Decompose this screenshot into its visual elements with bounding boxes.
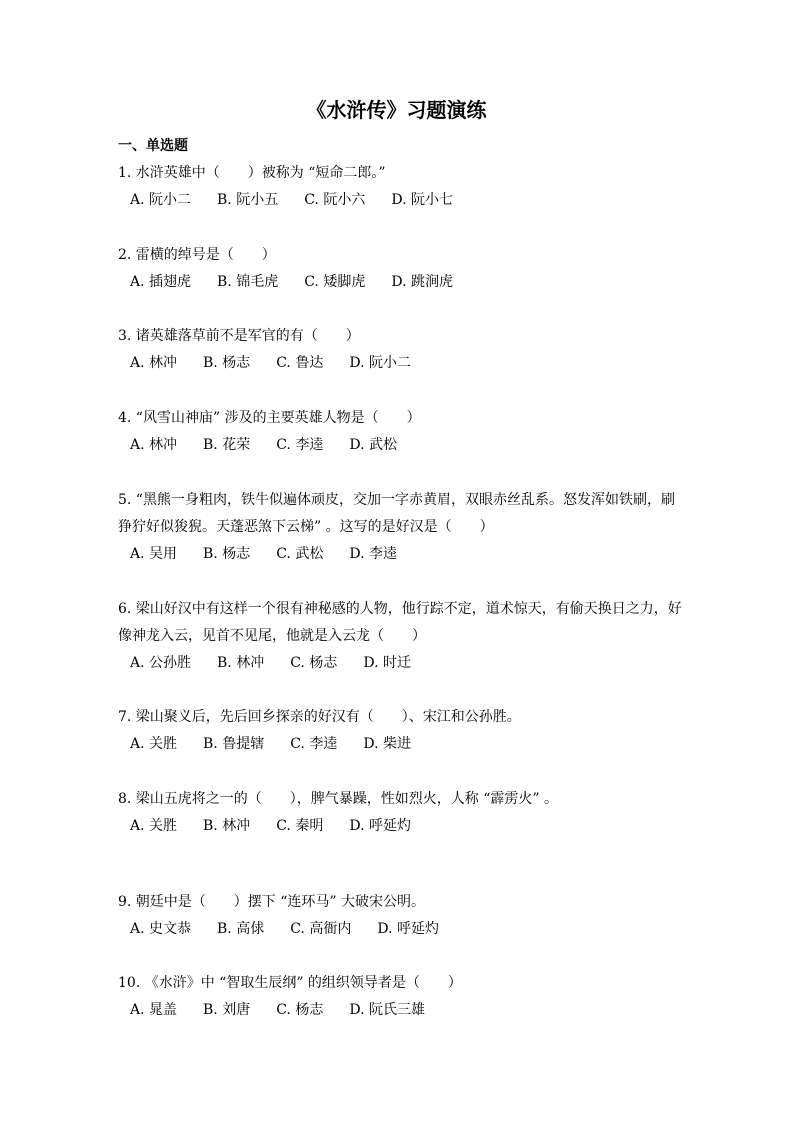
- question-5: [118, 487, 678, 568]
- question-stem: 1. 水浒英雄中（ ）被称为 “短命二郎。”: [118, 165, 386, 181]
- answer-option-a[interactable]: A. 插翅虎: [130, 274, 192, 290]
- answer-option-d[interactable]: D. 阮氏三雄: [349, 1002, 425, 1018]
- question-stem: 10. 《水浒》中 “智取生辰纲” 的组织领导者是（ ）: [118, 975, 462, 991]
- answer-options: [118, 997, 678, 1024]
- answer-option-b[interactable]: B. 阮小五: [217, 192, 279, 208]
- answer-option-c[interactable]: C. 矮脚虎: [304, 274, 366, 290]
- answer-option-a[interactable]: A. 关胜: [130, 736, 178, 752]
- answer-options: [118, 432, 678, 459]
- section-heading: 一、单选题: [118, 138, 188, 154]
- question-9: [118, 889, 678, 943]
- answer-option-b[interactable]: B. 杨志: [203, 546, 251, 562]
- answer-option-b[interactable]: B. 高俅: [217, 921, 265, 937]
- question-stem: 8. 梁山五虎将之一的（ ），脾气暴躁，性如烈火，人称 “霹雳火” 。: [118, 791, 559, 807]
- answer-option-d[interactable]: D. 呼延灼: [377, 921, 439, 937]
- answer-option-d[interactable]: D. 跳涧虎: [391, 274, 453, 290]
- answer-options: [118, 650, 678, 677]
- question-4: [118, 405, 678, 459]
- answer-options: [118, 916, 678, 943]
- answer-option-b[interactable]: B. 刘唐: [203, 1002, 251, 1018]
- answer-option-c[interactable]: C. 阮小六: [304, 192, 366, 208]
- question-stem: 7. 梁山聚义后，先后回乡探亲的好汉有（ ）、宋江和公孙胜。: [118, 709, 521, 725]
- question-stem: 4. “风雪山神庙” 涉及的主要英雄人物是（ ）: [118, 410, 421, 426]
- answer-option-b[interactable]: B. 鲁提辖: [203, 736, 265, 752]
- question-6: [118, 596, 682, 677]
- answer-option-d[interactable]: D. 时迁: [363, 655, 411, 671]
- answer-option-a[interactable]: A. 吴用: [130, 546, 178, 562]
- answer-option-d[interactable]: D. 呼延灼: [349, 818, 411, 834]
- answer-option-d[interactable]: D. 阮小二: [349, 355, 411, 371]
- answer-options: [118, 813, 678, 840]
- question-10: [118, 970, 678, 1024]
- question-stem: 狰狞好似狻猊。天蓬恶煞下云梯” 。这写的是好汉是（ ）: [118, 519, 494, 535]
- answer-option-b[interactable]: B. 林冲: [217, 655, 265, 671]
- answer-option-b[interactable]: B. 锦毛虎: [217, 274, 279, 290]
- question-stem: 5. “黑熊一身粗肉，铁牛似遍体顽皮，交加一字赤黄眉，双眼赤丝乱系。怒发浑如铁刷，刷: [118, 492, 675, 508]
- answer-options: [118, 269, 678, 296]
- answer-option-b[interactable]: B. 杨志: [203, 355, 251, 371]
- answer-option-c[interactable]: C. 鲁达: [276, 355, 324, 371]
- answer-options: [118, 187, 678, 214]
- answer-option-d[interactable]: D. 武松: [349, 437, 397, 453]
- answer-option-a[interactable]: A. 阮小二: [130, 192, 192, 208]
- question-1: [118, 160, 678, 214]
- question-stem: 6. 梁山好汉中有这样一个很有神秘感的人物，他行踪不定，道术惊天，有偷天换日之力，好: [118, 601, 682, 617]
- answer-option-c[interactable]: C. 秦明: [276, 818, 324, 834]
- answer-option-c[interactable]: C. 武松: [276, 546, 324, 562]
- question-7: [118, 704, 678, 758]
- question-3: [118, 323, 678, 377]
- answer-option-c[interactable]: C. 杨志: [290, 655, 338, 671]
- answer-option-d[interactable]: D. 李逵: [349, 546, 397, 562]
- answer-option-a[interactable]: A. 晁盖: [130, 1002, 178, 1018]
- question-stem: 3. 诸英雄落草前不是军官的有（ ）: [118, 328, 360, 344]
- question-2: [118, 242, 678, 296]
- answer-option-d[interactable]: D. 阮小七: [391, 192, 453, 208]
- answer-option-c[interactable]: C. 杨志: [276, 1002, 324, 1018]
- question-8: [118, 786, 678, 840]
- answer-option-a[interactable]: A. 林冲: [130, 355, 178, 371]
- answer-options: [118, 541, 678, 568]
- answer-option-a[interactable]: A. 史文恭: [130, 921, 192, 937]
- page-title: 《水浒传》习题演练: [306, 98, 487, 122]
- question-stem: 9. 朝廷中是（ ）摆下 “连环马” 大破宋公明。: [118, 894, 426, 910]
- answer-option-c[interactable]: C. 李逵: [290, 736, 338, 752]
- answer-option-a[interactable]: A. 关胜: [130, 818, 178, 834]
- answer-option-a[interactable]: A. 林冲: [130, 437, 178, 453]
- answer-option-c[interactable]: C. 高衙内: [290, 921, 352, 937]
- answer-option-b[interactable]: B. 花荣: [203, 437, 251, 453]
- answer-option-a[interactable]: A. 公孙胜: [130, 655, 192, 671]
- question-stem: 2. 雷横的绰号是（ ）: [118, 247, 276, 263]
- answer-options: [118, 350, 678, 377]
- answer-option-c[interactable]: C. 李逵: [276, 437, 324, 453]
- question-stem: 像神龙入云，见首不见尾，他就是入云龙（ ）: [118, 628, 426, 644]
- answer-options: [118, 731, 678, 758]
- answer-option-d[interactable]: D. 柴进: [363, 736, 411, 752]
- answer-option-b[interactable]: B. 林冲: [203, 818, 251, 834]
